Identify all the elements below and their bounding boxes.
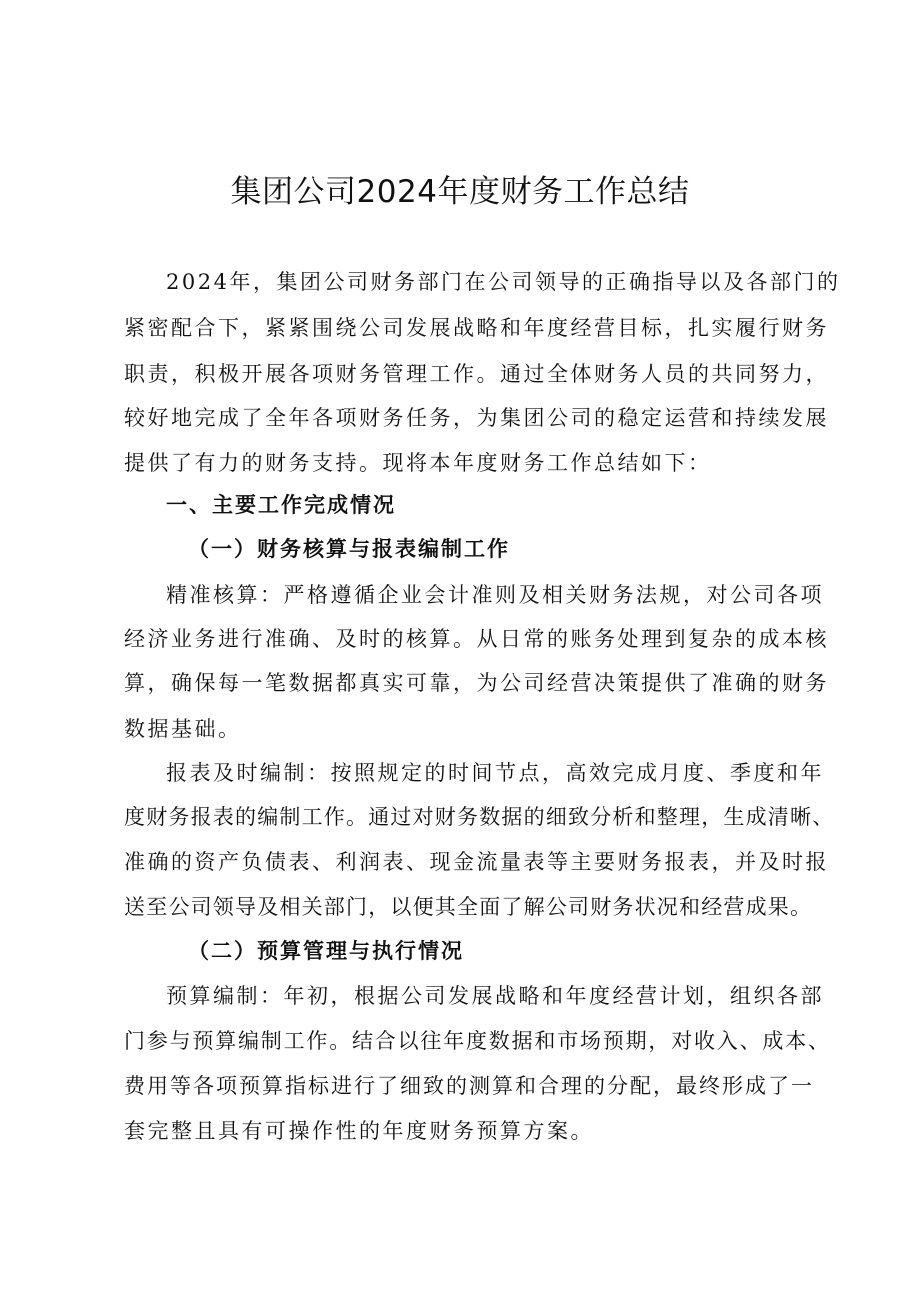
section-heading-1: 一、主要工作完成情况 [166,492,396,517]
intro-line: 2024年，集团公司财务部门在公司领导的正确指导以及各部门的 [166,270,841,294]
intro-line: 职责，积极开展各项财务管理工作。通过全体财务人员的共同努力， [124,362,829,386]
intro-line: 较好地完成了全年各项财务任务，为集团公司的稳定运营和持续发展 [124,406,829,430]
paragraph-line: 费用等各项预算指标进行了细致的测算和合理的分配，最终形成了一 [124,1074,814,1098]
paragraph-line: 预算编制：年初，根据公司发展战略和年度经营计划，组织各部 [166,984,824,1008]
paragraph-line: 算，确保每一笔数据都真实可靠，为公司经营决策提供了准确的财务 [124,671,829,695]
paragraph-line: 报表及时编制：按照规定的时间节点，高效完成月度、季度和年 [166,761,824,785]
paragraph-line: 准确的资产负债表、利润表、现金流量表等主要财务报表，并及时报 [124,850,829,874]
subsection-heading-1: （一）财务核算与报表编制工作 [188,536,510,561]
paragraph-line: 经济业务进行准确、及时的核算。从日常的账务处理到复杂的成本核 [124,627,829,651]
subsection-heading-2: （二）预算管理与执行情况 [188,938,464,963]
paragraph-line: 送至公司领导及相关部门，以便其全面了解公司财务状况和经营成果。 [124,895,813,919]
paragraph-line: 门参与预算编制工作。结合以往年度数据和市场预期，对收入、成本、 [124,1029,831,1053]
document-title: 集团公司2024年度财务工作总结 [230,174,690,210]
intro-line: 紧密配合下，紧紧围绕公司发展战略和年度经营目标，扎实履行财务 [124,316,829,340]
paragraph-line: 精准核算：严格遵循企业会计准则及相关财务法规，对公司各项 [166,583,824,607]
paragraph-line: 数据基础。 [124,717,242,741]
paragraph-line: 度财务报表的编制工作。通过对财务数据的细致分析和整理，生成清晰、 [124,805,835,829]
intro-line: 提供了有力的财务支持。现将本年度财务工作总结如下： [124,451,712,475]
paragraph-line: 套完整且具有可操作性的年度财务预算方案。 [124,1119,594,1143]
